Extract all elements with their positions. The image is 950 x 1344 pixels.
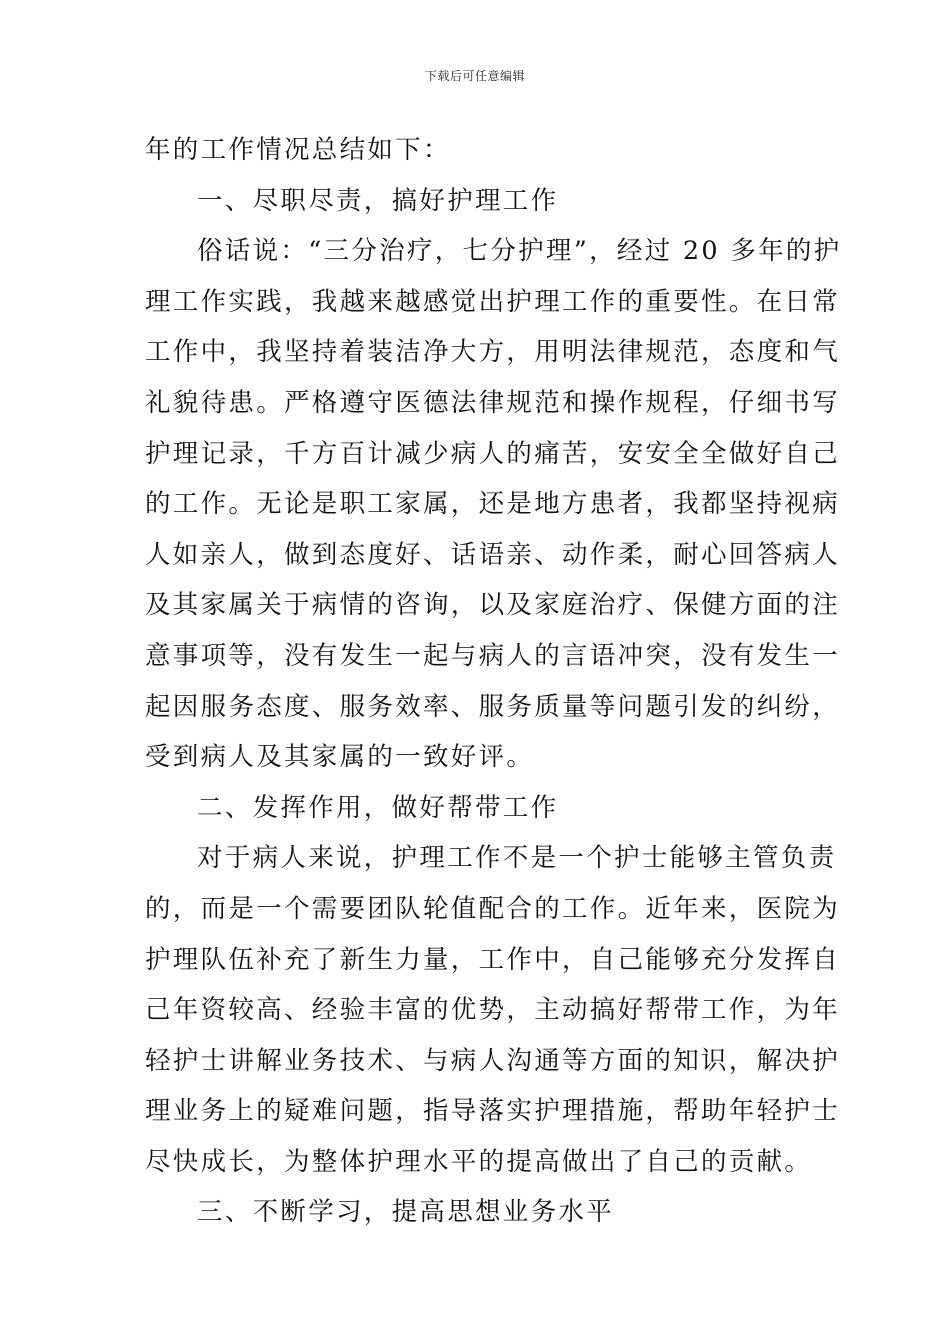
text-line: 工作中，我坚持着装洁净大方，用明法律规范，态度和气: [145, 337, 841, 368]
text-line: 的，而是一个需要团队轮值配合的工作。近年来，医院为: [145, 893, 841, 924]
text-line: 尽快成长，为整体护理水平的提高做出了自己的贡献。: [145, 1146, 813, 1177]
text-line: 理业务上的疑难问题，指导落实护理措施，帮助年轻护士: [145, 1096, 841, 1127]
text-line: 护理记录，千方百计减少病人的痛苦，安安全全做好自己: [145, 438, 841, 469]
section-heading-1: 一、尽职尽责，搞好护理工作: [197, 185, 559, 216]
text-line: 轻护士讲解业务技术、与病人沟通等方面的知识，解决护: [145, 1045, 841, 1076]
text-line: 的工作。无论是职工家属，还是地方患者，我都坚持视病: [145, 489, 841, 520]
text-line: 及其家属关于病情的咨询，以及家庭治疗、保健方面的注: [145, 590, 841, 621]
text-line: 起因服务态度、服务效率、服务质量等问题引发的纠纷，: [145, 691, 841, 722]
text-line: 己年资较高、经验丰富的优势，主动搞好帮带工作，为年: [145, 995, 841, 1026]
text-line: 年的工作情况总结如下：: [145, 135, 451, 165]
page-header: 下载后可任意编辑: [424, 69, 525, 83]
paragraph-start: 对于病人来说，护理工作不是一个护士能够主管负责: [197, 843, 837, 874]
section-heading-2: 二、发挥作用，做好帮带工作: [197, 792, 559, 823]
text-line: 受到病人及其家属的一致好评。: [145, 742, 535, 773]
text-line: 人如亲人，做到态度好、话语亲、动作柔，耐心回答病人: [145, 539, 841, 570]
section-heading-3: 三、不断学习，提高思想业务水平: [197, 1197, 615, 1228]
paragraph-start: 俗话说：“三分治疗，七分护理”，经过 20 多年的护: [197, 236, 842, 267]
text-line: 意事项等，没有发生一起与病人的言语冲突，没有发生一: [145, 640, 841, 671]
text-line: 理工作实践，我越来越感觉出护理工作的重要性。在日常: [145, 286, 841, 317]
text-line: 护理队伍补充了新生力量，工作中，自己能够充分发挥自: [145, 944, 841, 975]
document-body: [145, 125, 842, 1238]
text-line: 礼貌待患。严格遵守医德法律规范和操作规程，仔细书写: [145, 387, 841, 418]
